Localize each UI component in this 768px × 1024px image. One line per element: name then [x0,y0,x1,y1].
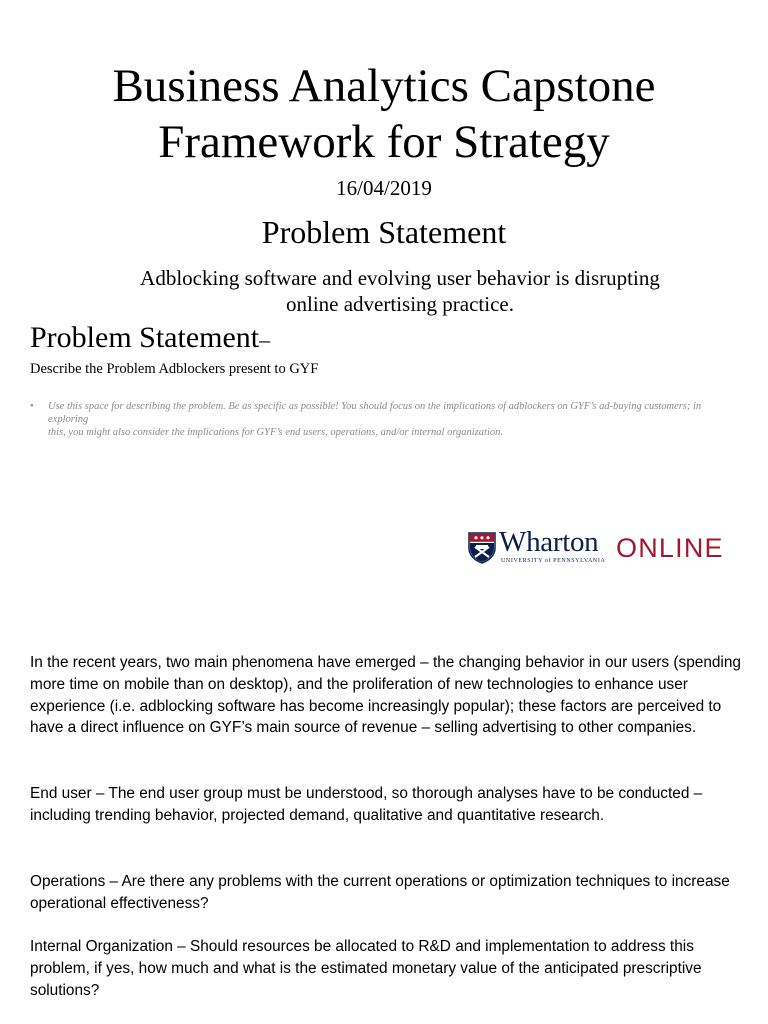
penn-shield-icon [468,532,496,564]
subtitle-line-1: Adblocking software and evolving user behavior is disrupting [140,266,660,290]
hint-line-2: this, you might also consider the implications for GYF’s end users, operations, and/or internal organization. [48,427,504,438]
paragraph-operations: Operations – Are there any problems with the current operations or optimization techniques to increase operational effectiveness? [30,873,730,912]
bullet-icon: • [30,401,34,412]
document-title [0,58,768,170]
paragraph-end-user: End user – The end user group must be understood, so thorough analyses have to be conducted – including trending behavior, projected demand, qualitative and quantitative research. [30,785,703,824]
hint-line-1: Use this space for describing the problem. Be as specific as possible! You should focus on the implications of adblockers on GYF’s ad-buying customers; in exploring [48,401,702,425]
title-line-2: Framework for Strategy [158,116,610,168]
section-description: Describe the Problem Adblockers present to GYF [30,361,319,377]
document-date: 16/04/2019 [336,176,432,200]
wharton-wordmark: Wharton [499,526,599,558]
online-wordmark: ONLINE [616,533,724,563]
problem-statement-subtitle [100,265,700,317]
wharton-online-logo [468,528,738,568]
instruction-hint [30,400,740,439]
subtitle-line-2: online advertising practice. [286,292,514,316]
section-heading-dash: – [259,327,271,352]
section-heading [30,318,270,360]
paragraph-internal-organization: Internal Organization – Should resources be allocated to R&D and implementation to address this problem, if yes, how much and what is the estimated monetary value of the anticipated prescriptive solutions? [30,938,702,999]
title-line-1: Business Analytics Capstone [112,60,656,112]
paragraph-intro: In the recent years, two main phenomena have emerged – the changing behavior in our users (spending more time on mobile than on desktop), and the proliferation of new technologies to enhance user experience (i.e. adblocking software has become increasingly popular); these factors are perceived to have a direct influence on GYF’s main source of revenue – selling advertising to other companies. [30,654,741,737]
problem-statement-heading: Problem Statement [261,214,507,250]
university-wordmark: UNIVERSITY of PENNSYLVANIA [501,558,606,564]
section-heading-text: Problem Statement [30,321,260,354]
